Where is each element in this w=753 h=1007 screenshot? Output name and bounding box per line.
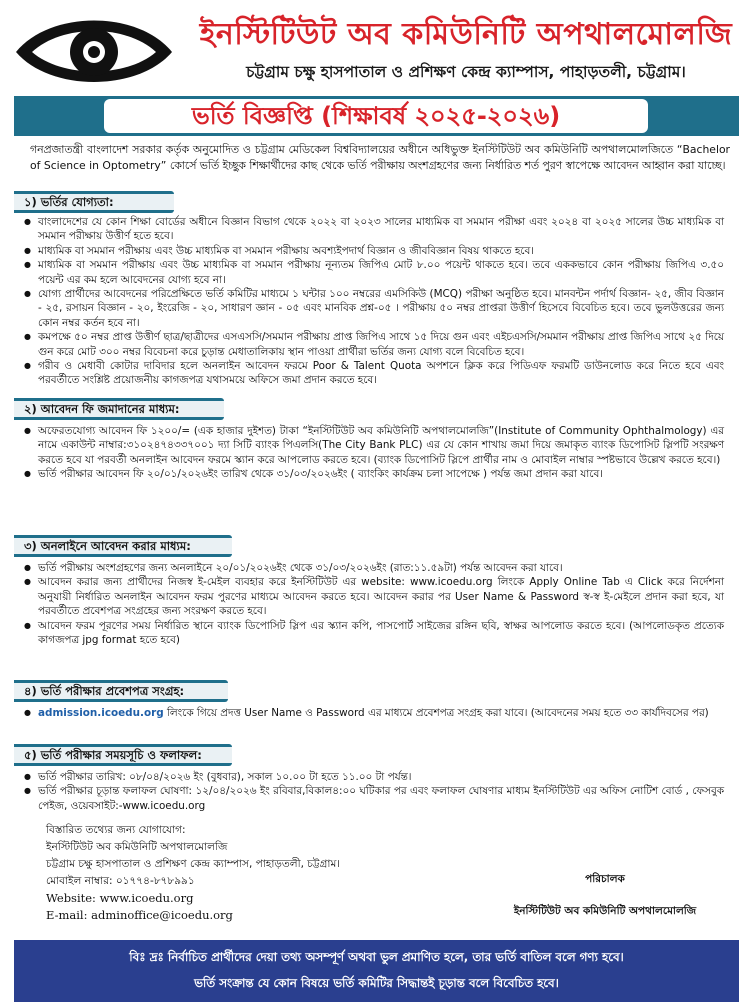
list-item: ● বাংলাদেশের যে কোন শিক্ষা বোর্ডের অধীনে বিজ্ঞান বিভাগ থেকে ২০২২ বা ২০২৩ সালের মাধ্যমিক বা সমমান পরীক্ষা এবং ২০২৪ বা ২০২৫ সালের উচ্চ মাধ্যমিক বা সমমান পরীক্ষায় উত্তীর্ণ হতে হবে। — [24, 215, 724, 244]
institute-name: ইনস্টিটিউট অব কমিউনিটি অপথালমোলজি — [199, 17, 733, 52]
list-item: ● গরীব ও মেধাবী কোটার দাবিদার হলে অনলাইন আবেদন ফরমে Poor & Talent Quota অপশনে ক্লিক করে পিডিএফ ফরমটি ডাউনলোড করে নিতে হবে এবং পরবর্তীতে সংশ্লিষ্ট প্রয়োজনীয় কাগজপত্র যথাসময়ে অফিসে জমা প্রদান করতে হবে। — [24, 359, 724, 388]
admit-card-list — [24, 706, 724, 720]
header — [0, 0, 753, 96]
online-apply-list — [24, 561, 724, 647]
campus-address: চট্টগ্রাম চক্ষু হাসপাতাল ও প্রশিক্ষণ কেন্দ্র ক্যাম্পাস, পাহাড়তলী, চট্টগ্রাম। — [246, 63, 686, 81]
contact-address: চট্টগ্রাম চক্ষু হাসপাতাল ও প্রশিক্ষণ কেন্দ্র ক্যাম্পাস, পাহাড়তলী, চট্টগ্রাম। — [46, 858, 341, 870]
eye-logo-icon — [10, 8, 178, 88]
list-item: ● ভর্তি পরীক্ষায় অংশগ্রহণের জন্য অনলাইনে ২০/০১/২০২৬ইং থেকে ৩১/০৩/২০২৬ইং (রাত:১১.৫৯টা) পর্যন্ত আবেদন করা যাবে। — [24, 561, 724, 575]
signature-role: পরিচালক — [585, 873, 625, 885]
admission-link[interactable]: admission.icoedu.org — [38, 707, 164, 719]
list-item: ● মাধ্যমিক বা সমমান পরীক্ষায় এবং উচ্চ মাধ্যমিক বা সমমান পরীক্ষায় নূন্যতম জিপিএ মোট ৮.০০ পয়েন্ট থাকতে হবে। তবে এককভাবে কোন পরীক্ষায় জিপিএ ৩.৫০ পয়েন্ট এর কম হলে আবেদনের যোগ্য হবে না। — [24, 258, 724, 287]
list-item: ● আবেদন ফরম পূরণের সময় নির্ধারিত স্থানে ব্যাংক ডিপোসিট স্লিপ এর স্ক্যান কপি, পাসপোর্ট সাইজের রঙ্গিন ছবি, স্বাক্ষর আপলোড করতে হবে। (আপলোডকৃত প্রত্যেক কাগজপত্র jpg format হতে হবে) — [24, 619, 724, 648]
footer-line-1: বিঃ দ্রঃ নির্বাচিত প্রার্থীদের দেয়া তথ্য অসম্পূর্ণ অথবা ভুল প্রমাণিত হলে, তার ভর্তি বাতিল বলে গণ্য হবে। — [129, 950, 624, 964]
page-title: ভর্তি বিজ্ঞপ্তি (শিক্ষাবর্ষ ২০২৫-২০২৬) — [104, 99, 648, 133]
list-item: ● ভর্তি পরীক্ষার আবেদন ফি ২০/০১/২০২৬ইং তারিখ থেকে ৩১/০৩/২০২৬ইং ( ব্যাংকিং কার্যক্রম চলা সাপেক্ষে ) পর্যন্ত জমা প্রদান করা যাবে। — [24, 467, 724, 481]
contact-heading: বিস্তারিত তথ্যের জন্য যোগাযোগ: — [46, 824, 186, 836]
list-item: ● অফেরতযোগ্য আবেদন ফি ১২০০/= (এক হাজার দুইশত) টাকা “ইনস্টিটিউট অব কমিউনিটি অপথালমোলজি”(Institute of Community Ophthalmology) এর নামে একাউন্ট নাম্বার:৩১০২৪৭৪৩৩৭০০১ দ্যা সিটি ব্যাংক পিএলসি(The City Bank PLC) এর যে কোন শাখায় জমা দিয়ে জমাকৃত ব্যাংক ডিপোসিট স্লিপটি সংরক্ষণ করতে হবে যা পরবর্তী অনলাইন আবেদন ফরমে স্ক্যান করে আপলোড করতে হবে। (ব্যাংক ডিপোসিট স্লিপে প্রার্থীর নাম ও মোবাইল নাম্বার স্পষ্টভাবে উল্লেখ করতে হবে।) — [24, 424, 724, 467]
section-heading-online-apply: ৩) অনলাইনে আবেদন করার মাধ্যম: — [14, 535, 232, 557]
contact-mobile: মোবাইল নাম্বার: ০১৭৭৪-৮৭৮৯৯১ — [46, 875, 195, 887]
footer-line-2: ভর্তি সংক্রান্ত যে কোন বিষয়ে ভর্তি কমিটির সিদ্ধান্তই চূড়ান্ত বলে বিবেচিত হবে। — [194, 976, 559, 990]
footer-note — [14, 940, 739, 1002]
list-item: ● কমপক্ষে ৫০ নম্বর প্রাপ্ত উত্তীর্ণ ছাত্র/ছাত্রীদের এসএসসি/সমমান পরীক্ষায় প্রাপ্ত জিপিএ সাথে ১৫ দিয়ে গুন এবং এইচএসসি/সমমান পরীক্ষায় প্রাপ্ত জিপিএ সাথে ২৫ দিয়ে গুন করে মোট ৩০০ নম্বর বিবেচনা করে চুড়ান্ত মেধাতালিকায় স্থান পাওয়া প্রার্থীরা ভর্তির জন্য যোগ্য বলে বিবেচিত হবে। — [24, 330, 724, 359]
contact-block — [46, 822, 366, 924]
section-heading-schedule: ৫) ভর্তি পরীক্ষার সময়সূচি ও ফলাফল: — [14, 744, 232, 766]
eligibility-list — [24, 215, 724, 388]
signature-org: ইনস্টিটিউট অব কমিউনিটি অপথালমোলজি — [513, 905, 697, 917]
list-item — [24, 706, 724, 720]
contact-org: ইনস্টিটিউট অব কমিউনিটি অপথালমোলজি — [46, 841, 228, 853]
list-item: ● যোগ্য প্রার্থীদের আবেদনের পরিপ্রেক্ষিতে ভর্তি কমিটির মাধ্যমে ১ ঘন্টার ১০০ নম্বরের এমসিকিউ (MCQ) পরীক্ষা অনুষ্ঠিত হবে। মানবন্টন পর্দার্থ বিজ্ঞান- ২৫, জীব বিজ্ঞান - ২৫, রসায়ন বিজ্ঞান - ২০, ইংরেজি - ২০, সাধারণ জ্ঞান - ০৫ এবং মানবিক প্রশ্ন-০৫ । পরীক্ষায় ৫০ নম্বর প্রাপ্তরা উত্তীর্ণ হিসেবে বিবেচিত হবে। তবে ভুলউত্তরের জন্য কোন নম্বর কর্তন হবে না। — [24, 287, 724, 330]
admit-card-text: লিংকে গিয়ে প্রদত্ত User Name ও Password এর মাধ্যমে প্রবেশপত্র সংগ্রহ করা যাবে। (আবেদনের সময় হতে ৩৩ কার্যদিবসের পর) — [163, 707, 709, 719]
schedule-list — [24, 770, 724, 813]
section-heading-fee: ২) আবেদন ফি জমাদানের মাধ্যম: — [14, 398, 224, 420]
contact-website[interactable]: Website: www.icoedu.org — [46, 891, 194, 905]
section-heading-admit-card: ৪) ভর্তি পরীক্ষার প্রবেশপত্র সংগ্রহ: — [14, 680, 228, 702]
list-item: ● মাধ্যমিক বা সমমান পরীক্ষায় এবং উচ্চ মাধ্যমিক বা সমমান পরীক্ষায় অবশ্যইপদার্থ বিজ্ঞান ও জীববিজ্ঞান বিষয় থাকতে হবে। — [24, 244, 724, 258]
signature-block — [470, 870, 740, 920]
section-heading-eligibility: ১) ভর্তির যোগ্যতা: — [14, 191, 174, 213]
list-item: ● ভর্তি পরীক্ষার তারিখ: ০৮/০৪/২০২৬ ইং (বুধবার), সকাল ১০.০০ টা হতে ১১.০০ টা পর্যন্ত। — [24, 770, 724, 784]
fee-list — [24, 424, 724, 482]
list-item: ● আবেদন করার জন্য প্রার্থীদের নিজস্ব ই-মেইল ব্যবহার করে ইনস্টিটিউট এর website: www.icoedu.org লিংকে Apply Online Tab এ Click করে নির্দেশনা অনুযায়ী নির্ধারিত অনলাইন আবেদন ফরম পুরণের মাধ্যমে আবেদন করতে হবে। আবেদন করার পর User Name & Password স্ব-স্ব ই-মেইলে প্রদান করা হবে, যা পরবর্তীতে প্রবেশপত্র সংগ্রহের জন্য সংরক্ষণ করতে হবে। — [24, 575, 724, 618]
contact-email[interactable]: E-mail: adminoffice@icoedu.org — [46, 908, 233, 922]
list-item: ● ভর্তি পরীক্ষার চূড়ান্ত ফলাফল ঘোষণা: ১২/০৪/২০২৬ ইং রবিবার,বিকাল৪:০০ ঘটিকার পর এবং ফলাফল ঘোষণার মাধ্যম ইনস্টিটিউট এর অফিস নোটিশ বোর্ড , ফেসবুক পেইজ, ওয়েবসাইট:-www.icoedu.org — [24, 784, 724, 813]
intro-paragraph: গনপ্রজাতন্ত্রী বাংলাদেশ সরকার কর্তৃক অনুমোদিত ও চট্টগ্রাম মেডিকেল বিশ্ববিদ্যালয়ের অধীনে অধিভুক্ত ইনস্টিটিউট অব কমিউনিটি অপথালমোলজিতে “Bachelor of Science in Optometry” কোর্সে ভর্তি ইচ্ছুক শিক্ষার্থীদের কাছ থেকে ভর্তি পরীক্ষায় অংশগ্রহণের জন্য নির্ধারিত শর্ত পুরণ স্বাপেক্ষে আবেদন আহ্বান করা যাচ্ছে। — [30, 143, 730, 172]
